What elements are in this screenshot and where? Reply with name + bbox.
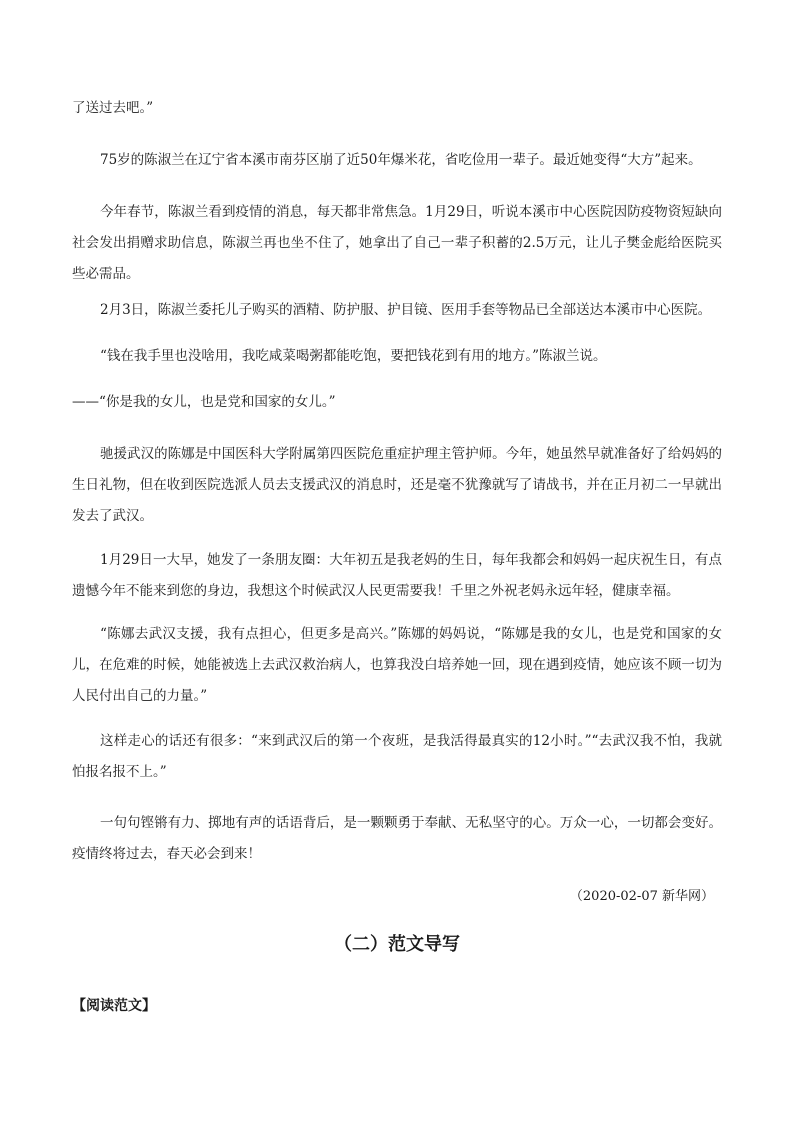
paragraph-subheading-daughter: ——“你是我的女儿，也是党和国家的女儿。” — [72, 394, 336, 410]
reading-sample-heading: 【阅读范文】 — [72, 998, 156, 1014]
paragraph-chen-na-intro: 驰援武汉的陈娜是中国医科大学附属第四医院危重症护理主管护师。今年，她虽然早就准备好了给妈妈的生日礼物，但在收到医院选派人员去支援武汉的消息时，还是毫不犹豫就写了请战书，并在正月初二一早就出发去了武汉。 — [72, 446, 722, 524]
paragraph-conclusion: 一句句铿锵有力、掷地有声的话语背后，是一颗颗勇于奉献、无私坚守的心。万众一心，一切都会变好。疫情终将过去，春天必会到来！ — [72, 815, 722, 862]
paragraph-donation: 今年春节，陈淑兰看到疫情的消息，每天都非常焦急。1月29日，听说本溪市中心医院因防疫物资短缺向社会发出捐赠求助信息，陈淑兰再也坐不住了，她拿出了自己一辈子积蓄的2.5万元，让儿子樊金彪给医院买些必需品。 — [72, 204, 722, 282]
paragraph-supplies-delivered: 2月3日，陈淑兰委托儿子购买的酒精、防护服、护目镜、医用手套等物品已全部送达本溪市中心医院。 — [100, 302, 712, 318]
paragraph-heartfelt-words: 这样走心的话还有很多：“来到武汉后的第一个夜班，是我活得最真实的12小时。”“去武汉我不怕，我就怕报名报不上。” — [72, 733, 722, 780]
paragraph-moments-post: 1月29日一大早，她发了一条朋友圈：大年初五是我老妈的生日，每年我都会和妈妈一起庆祝生日，有点遗憾今年不能来到您的身边，我想这个时候武汉人民更需要我！千里之外祝老妈永远年轻，健康幸福。 — [72, 552, 722, 599]
paragraph-continuation: 了送过去吧。” — [72, 100, 154, 116]
paragraph-chen-shulan-intro: 75岁的陈淑兰在辽宁省本溪市南芬区崩了近50年爆米花，省吃俭用一辈子。最近她变得“大方”起来。 — [100, 152, 702, 168]
source-citation: （2020-02-07 新华网） — [569, 889, 714, 904]
paragraph-quote-money: “钱在我手里也没啥用，我吃咸菜喝粥都能吃饱，要把钱花到有用的地方。”陈淑兰说。 — [100, 348, 607, 364]
section-title: （二）范文导写 — [334, 934, 460, 955]
paragraph-mother-quote: “陈娜去武汉支援，我有点担心，但更多是高兴。”陈娜的妈妈说，“陈娜是我的女儿，也是党和国家的女儿，在危难的时候，她能被选上去武汉救治病人，也算我没白培养她一回，现在遇到疫情，她应该不顾一切为人民付出自己的力量。” — [72, 626, 722, 704]
